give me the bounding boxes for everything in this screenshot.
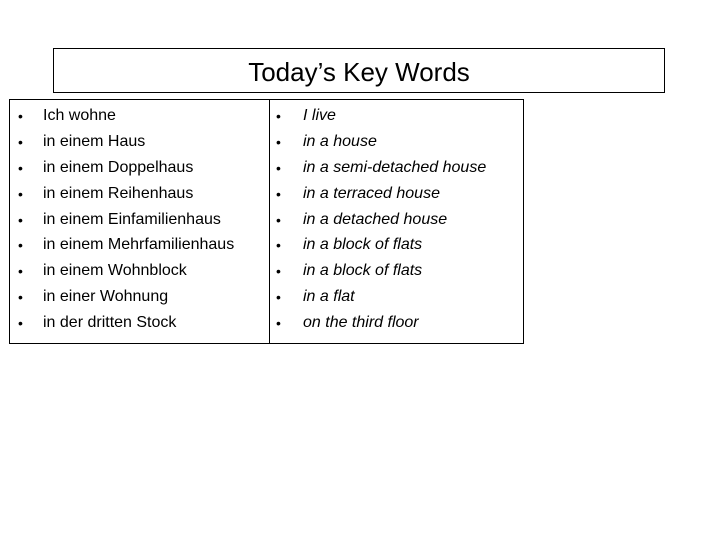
english-phrase: on the third floor — [303, 314, 419, 332]
bullet-icon: • — [18, 185, 23, 202]
english-phrase: in a semi-detached house — [303, 158, 487, 176]
english-phrase: I live — [303, 107, 336, 124]
bullet-icon: • — [18, 315, 23, 332]
german-phrase: in einem Einfamilienhaus — [43, 210, 221, 228]
bullet-icon: • — [18, 289, 23, 306]
bullet-icon: • — [276, 315, 281, 332]
bullet-icon: • — [18, 237, 23, 254]
german-phrase: in der dritten Stock — [43, 314, 177, 332]
bullet-icon: • — [18, 159, 23, 176]
column-divider — [269, 99, 270, 344]
english-phrase: in a block of flats — [303, 236, 423, 254]
bullet-icon: • — [276, 185, 281, 202]
bullet-icon: • — [18, 211, 23, 228]
german-phrase: in einem Mehrfamilienhaus — [43, 236, 235, 254]
english-phrase: in a block of flats — [303, 262, 423, 280]
german-phrase: in einem Wohnblock — [43, 262, 187, 280]
english-phrase: in a flat — [303, 288, 355, 306]
bullet-icon: • — [276, 108, 281, 124]
german-phrase: in einer Wohnung — [43, 288, 169, 306]
english-phrase: in a terraced house — [303, 184, 440, 202]
german-phrase: in einem Doppelhaus — [43, 158, 194, 176]
german-phrase: in einem Haus — [43, 132, 146, 150]
bullet-icon: • — [18, 133, 23, 150]
bullet-icon: • — [276, 237, 281, 254]
slide-title: Today’s Key Words — [248, 56, 470, 87]
bullet-icon: • — [18, 108, 23, 124]
english-phrase: in a house — [303, 132, 377, 150]
german-phrase: Ich wohne — [43, 107, 116, 124]
english-phrase: in a detached house — [303, 210, 448, 228]
title-box — [53, 48, 665, 93]
german-phrase: in einem Reihenhaus — [43, 184, 194, 202]
bullet-icon: • — [276, 211, 281, 228]
bullet-icon: • — [18, 263, 23, 280]
bullet-icon: • — [276, 263, 281, 280]
bullet-icon: • — [276, 133, 281, 150]
bullet-icon: • — [276, 159, 281, 176]
bullet-icon: • — [276, 289, 281, 306]
